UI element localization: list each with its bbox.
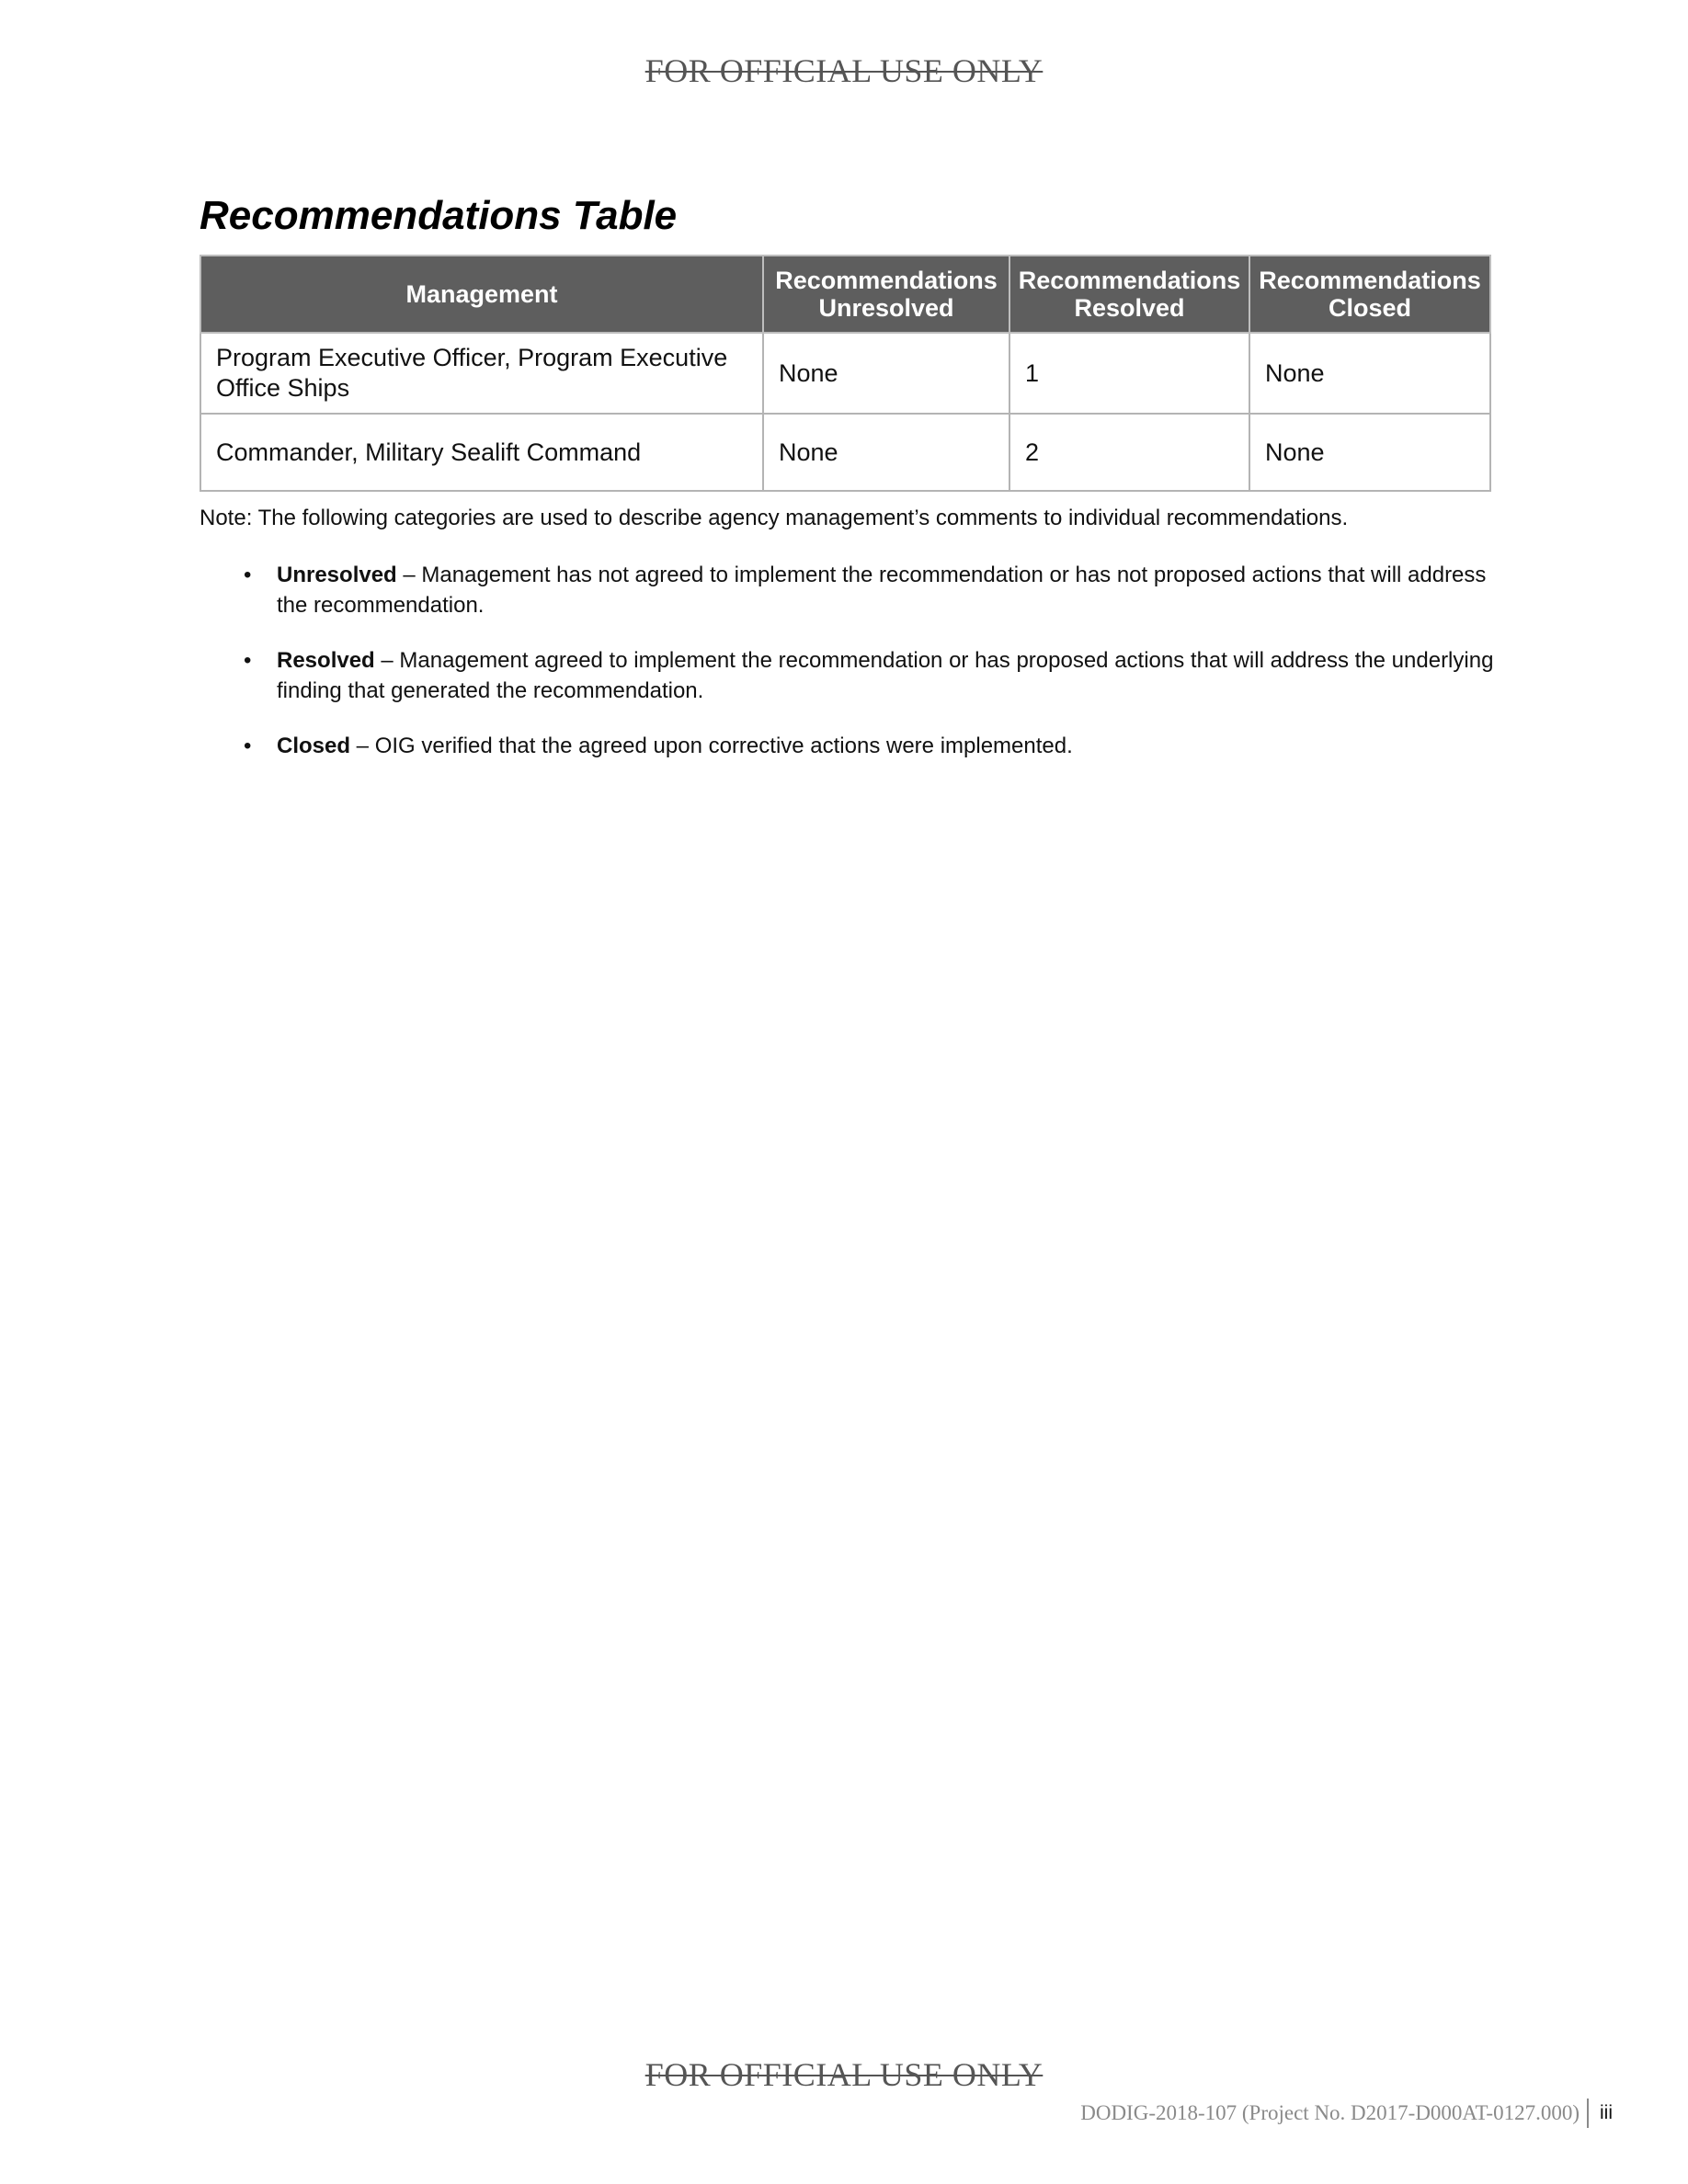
cell-resolved: 2: [1009, 414, 1249, 491]
definition-text: – Management agreed to implement the recommendation or has proposed actions that will address the underlying finding that generated the recommendation.: [277, 648, 1494, 703]
cell-management: Commander, Military Sealift Command: [200, 414, 763, 491]
header-marking: FOR OFFICIAL USE ONLY: [644, 52, 1044, 89]
header-management: Management: [200, 256, 763, 333]
header-closed: Recommendations Closed: [1249, 256, 1490, 333]
definition-term: Closed: [277, 734, 351, 758]
list-item: [200, 645, 1500, 706]
definition-term: Resolved: [277, 648, 375, 673]
cell-management: Program Executive Officer, Program Executive Office Ships: [200, 333, 763, 414]
bullet-icon: •: [244, 648, 252, 673]
bullet-icon: •: [244, 734, 252, 758]
table-note: Note: The following categories are used to describe agency management’s comments to individual recommendations.: [200, 506, 1349, 530]
header-resolved: Recommendations Resolved: [1009, 256, 1249, 333]
list-item: [200, 731, 1500, 761]
definition-text: – Management has not agreed to implement the recommendation or has not proposed actions that will address the recommendation.: [277, 563, 1487, 618]
list-item: [200, 560, 1500, 620]
recommendations-table: [200, 255, 1491, 492]
cell-closed: None: [1249, 333, 1490, 414]
table-row: [200, 333, 1490, 414]
header-unresolved: Recommendations Unresolved: [763, 256, 1009, 333]
footer-marking: FOR OFFICIAL USE ONLY: [644, 2056, 1044, 2093]
document-id: DODIG-2018-107 (Project No. D2017-D000AT-0127.000): [1080, 2099, 1589, 2128]
page-footer: [1080, 2099, 1613, 2128]
page-content: [200, 188, 1494, 786]
page-number: iii: [1600, 2102, 1613, 2123]
definition-text: – OIG verified that the agreed upon corrective actions were implemented.: [350, 734, 1073, 758]
cell-unresolved: None: [763, 414, 1009, 491]
section-title: Recommendations Table: [200, 193, 678, 238]
definition-term: Unresolved: [277, 563, 397, 587]
cell-closed: None: [1249, 414, 1490, 491]
table-row: [200, 414, 1490, 491]
bullet-icon: •: [244, 563, 252, 587]
category-definitions: [200, 560, 1494, 761]
table-header-row: [200, 256, 1490, 333]
cell-unresolved: None: [763, 333, 1009, 414]
cell-resolved: 1: [1009, 333, 1249, 414]
